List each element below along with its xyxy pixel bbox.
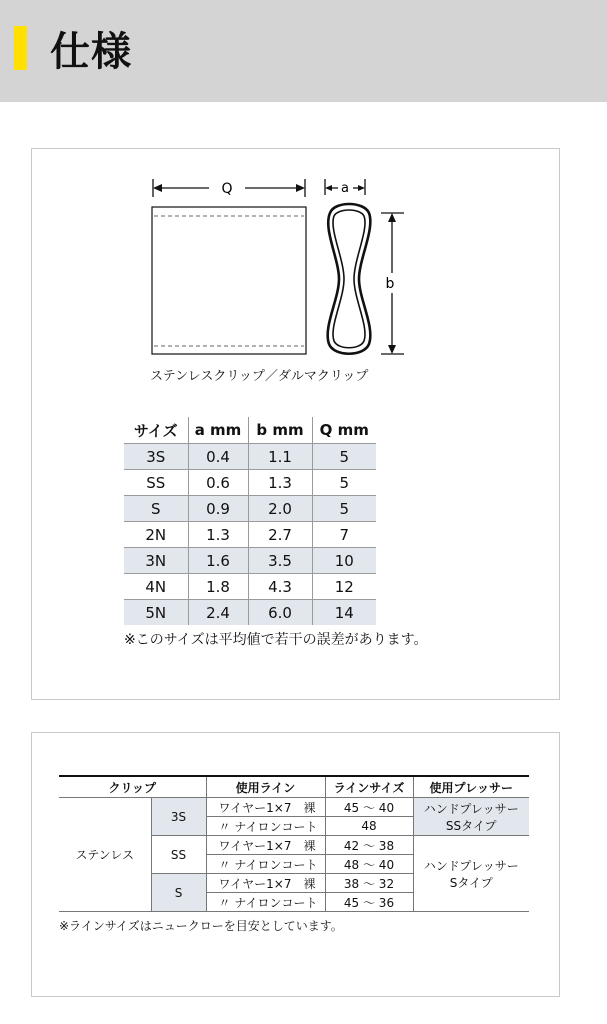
q-cell: 5	[312, 470, 376, 496]
line-size-cell: 48	[325, 817, 413, 836]
a-cell: 1.6	[188, 548, 248, 574]
b-cell: 3.5	[248, 548, 312, 574]
table-row	[124, 496, 376, 522]
spec-note: ※ラインサイズはニュークローを目安としています。	[59, 919, 343, 933]
presser-name: ハンドプレッサー	[423, 801, 519, 816]
line-header: 使用ライン	[206, 776, 325, 798]
spec-table	[59, 775, 529, 912]
spec-table-header	[59, 776, 529, 798]
a-header: a mm	[188, 417, 248, 444]
line-cell: 〃 ナイロンコート	[206, 893, 325, 912]
q-cell: 5	[312, 496, 376, 522]
clip-size-cell: 3S	[151, 798, 206, 836]
presser-name: ハンドプレッサー	[423, 858, 519, 873]
page-title: 仕様	[50, 29, 132, 75]
size-cell: 2N	[124, 522, 188, 548]
line-cell: ワイヤー1×7 裸	[206, 798, 325, 817]
a-cell: 1.3	[188, 522, 248, 548]
label-q: Q	[221, 181, 233, 197]
line-size-cell: 48 〜 40	[325, 855, 413, 874]
line-cell: ワイヤー1×7 裸	[206, 836, 325, 855]
size-cell: 3S	[124, 444, 188, 470]
presser-type: SSタイプ	[445, 818, 497, 833]
line-size-cell: 45 〜 36	[325, 893, 413, 912]
presser-type: Sタイプ	[449, 875, 493, 890]
line-size-header: ラインサイズ	[325, 776, 413, 798]
presser-cell	[413, 798, 529, 836]
size-cell: S	[124, 496, 188, 522]
line-cell: 〃 ナイロンコート	[206, 817, 325, 836]
b-cell: 2.0	[248, 496, 312, 522]
clip-diagram	[32, 149, 561, 364]
label-a: a	[341, 181, 349, 196]
b-cell: 2.7	[248, 522, 312, 548]
header-accent-bar	[14, 26, 27, 70]
line-cell: ワイヤー1×7 裸	[206, 874, 325, 893]
a-cell: 1.8	[188, 574, 248, 600]
b-cell: 6.0	[248, 600, 312, 626]
q-cell: 7	[312, 522, 376, 548]
q-header: Q mm	[312, 417, 376, 444]
clip-header: クリップ	[59, 776, 206, 798]
q-cell: 14	[312, 600, 376, 626]
size-table	[124, 417, 376, 625]
q-cell: 12	[312, 574, 376, 600]
table-row	[124, 548, 376, 574]
line-cell: 〃 ナイロンコート	[206, 855, 325, 874]
a-cell: 0.9	[188, 496, 248, 522]
size-table-header	[124, 417, 376, 444]
table-row	[59, 798, 529, 817]
size-cell: 3N	[124, 548, 188, 574]
b-cell: 1.1	[248, 444, 312, 470]
size-header: サイズ	[124, 417, 188, 444]
table-row	[124, 444, 376, 470]
page-header	[0, 0, 607, 102]
b-header: b mm	[248, 417, 312, 444]
size-panel	[31, 148, 560, 700]
size-cell: 4N	[124, 574, 188, 600]
a-cell: 2.4	[188, 600, 248, 626]
spec-panel	[31, 732, 560, 997]
a-cell: 0.6	[188, 470, 248, 496]
q-cell: 5	[312, 444, 376, 470]
diagram-caption: ステンレスクリップ／ダルマクリップ	[150, 369, 369, 384]
size-cell: 5N	[124, 600, 188, 626]
presser-header: 使用プレッサー	[413, 776, 529, 798]
table-row	[124, 470, 376, 496]
line-size-cell: 45 〜 40	[325, 798, 413, 817]
presser-cell	[413, 836, 529, 912]
line-size-cell: 38 〜 32	[325, 874, 413, 893]
clip-size-cell: SS	[151, 836, 206, 874]
line-size-cell: 42 〜 38	[325, 836, 413, 855]
q-cell: 10	[312, 548, 376, 574]
label-b: b	[385, 276, 395, 292]
a-cell: 0.4	[188, 444, 248, 470]
table-row	[124, 574, 376, 600]
clip-size-cell: S	[151, 874, 206, 912]
table-row	[124, 522, 376, 548]
material-cell: ステンレス	[59, 798, 151, 912]
b-cell: 4.3	[248, 574, 312, 600]
size-note: ※このサイズは平均値で若干の誤差があります。	[124, 632, 428, 648]
table-row	[124, 600, 376, 626]
b-cell: 1.3	[248, 470, 312, 496]
size-cell: SS	[124, 470, 188, 496]
